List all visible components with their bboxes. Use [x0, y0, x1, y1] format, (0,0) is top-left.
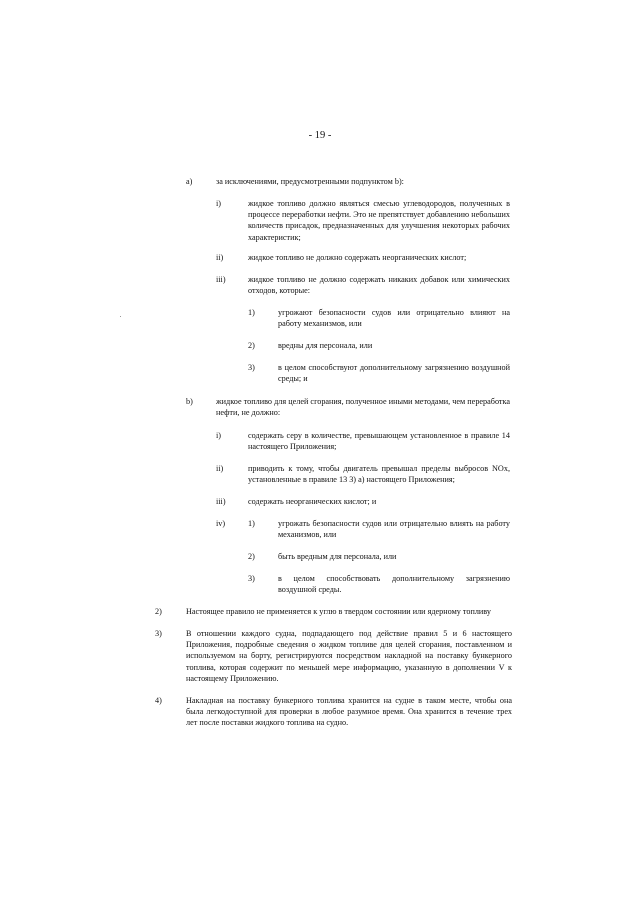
- sub-text-a-iii: жидкое топливо не должно содержать никаких добавок или химических отходов, которые:: [248, 275, 510, 296]
- subsub-text-b-3: в целом способствовать дополнительному загрязнению воздушной среды.: [278, 574, 510, 595]
- para-label-3: 3): [155, 629, 162, 638]
- para-text-2: Настоящее правило не применяется к углю в твердом состоянии или ядерному топливу: [186, 607, 491, 616]
- sub-label-b-iv: iv): [216, 519, 226, 528]
- item-label-a: a): [186, 177, 193, 186]
- item-label-b: b): [186, 397, 193, 406]
- sub-label-a-ii: ii): [216, 253, 224, 262]
- item-b-intro: жидкое топливо для целей сгорания, полученное иными методами, чем переработка нефти, не должно:: [216, 397, 510, 418]
- subsub-text-a-2: вредны для персонала, или: [278, 341, 373, 350]
- subsub-label-b-3: 3): [248, 574, 255, 583]
- item-a-intro: за исключениями, предусмотренными подпунктом b):: [216, 177, 404, 186]
- subsub-text-b-2: быть вредным для персонала, или: [278, 552, 397, 561]
- sub-label-b-i: i): [216, 431, 222, 440]
- sub-text-a-i: жидкое топливо должно являться смесью углеводородов, полученных в процессе переработки нефти. Это не препятствует добавлению небольших количеств присадок, предназначенных для улучшения некоторых рабочих характеристик;: [248, 199, 510, 242]
- subsub-text-a-1: угрожают безопасности судов или отрицательно влияют на работу механизмов, или: [278, 308, 510, 329]
- para-label-4: 4): [155, 696, 162, 705]
- para-label-2: 2): [155, 607, 162, 616]
- subsub-text-b-1: угрожать безопасности судов или отрицательно влиять на работу механизмов, или: [278, 519, 510, 540]
- subsub-text-a-3: в целом способствуют дополнительному загрязнению воздушной среды; и: [278, 363, 510, 384]
- subsub-label-b-1: 1): [248, 519, 255, 528]
- sub-text-b-i: содержать серу в количестве, превышающем установленное в правиле 14 настоящего Приложения;: [248, 431, 510, 452]
- scan-speck: [120, 316, 121, 317]
- para-text-4: Накладная на поставку бункерного топлива хранится на судне в таком месте, чтобы она была легкодоступной для проверки в любое разумное время. Она хранится в течение трех лет после поставки жидкого топлива на судно.: [186, 696, 512, 728]
- sub-label-a-iii: iii): [216, 275, 226, 284]
- subsub-label-a-2: 2): [248, 341, 255, 350]
- sub-text-b-iii: содержать неорганических кислот; и: [248, 497, 377, 506]
- sub-text-a-ii: жидкое топливо не должно содержать неорганических кислот;: [248, 253, 467, 262]
- sub-label-b-iii: iii): [216, 497, 226, 506]
- subsub-label-a-3: 3): [248, 363, 255, 372]
- subsub-label-a-1: 1): [248, 308, 255, 317]
- sub-label-b-ii: ii): [216, 464, 224, 473]
- page-number: - 19 -: [308, 130, 332, 141]
- subsub-label-b-2: 2): [248, 552, 255, 561]
- sub-text-b-ii: приводить к тому, чтобы двигатель превышал пределы выбросов NOx, установленные в правиле 13 3) a) настоящего Приложения;: [248, 464, 510, 485]
- sub-label-a-i: i): [216, 199, 222, 208]
- para-text-3: В отношении каждого судна, подпадающего под действие правил 5 и 6 настоящего Приложения, подробные сведения о жидком топливе для целей сгорания, поставленном и используемом на борту, регистрируются посредством накладной на поставку бункерного топлива, которая содержит по меньшей мере информацию, указанную в дополнении V к настоящему Приложению.: [186, 629, 512, 683]
